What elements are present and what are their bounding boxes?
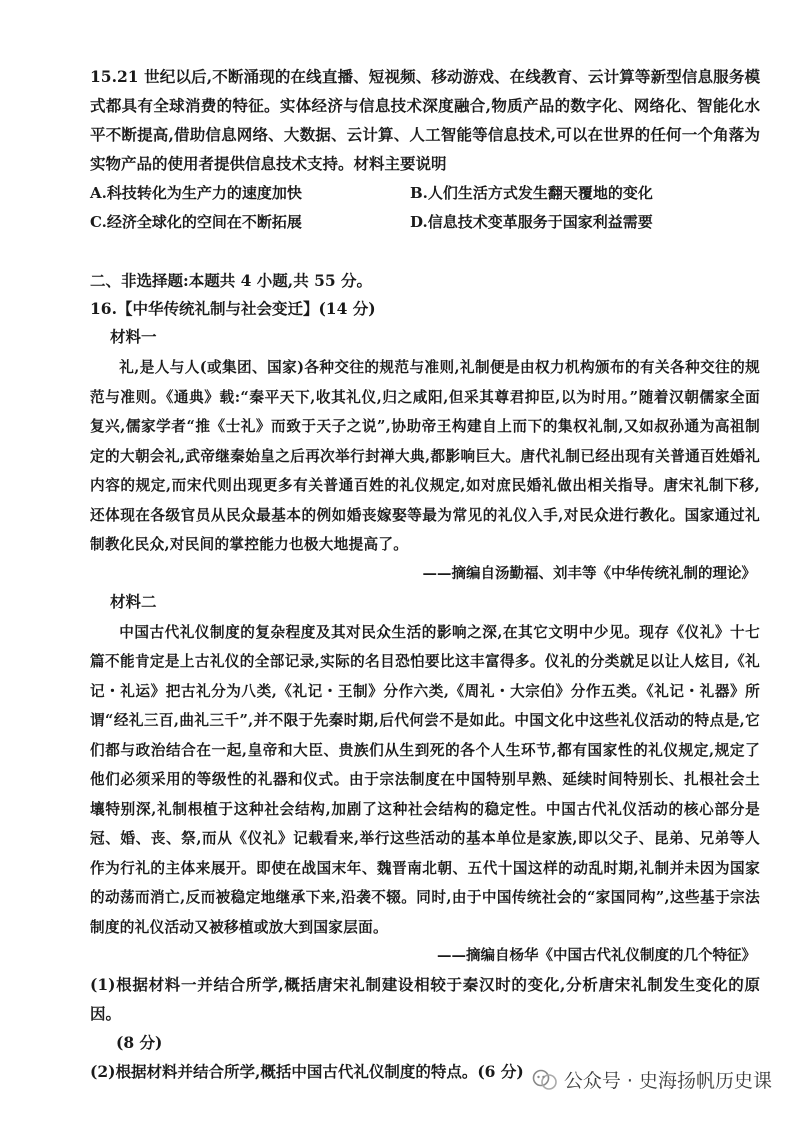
watermark-text: 公众号 · 史海扬帆历史课	[563, 1070, 772, 1092]
material-1-source: ——摘编自汤勤福、刘丰等《中华传统礼制的理论》	[422, 564, 756, 582]
option-b: B.人们生活方式发生翻天覆地的变化	[410, 184, 653, 202]
material-2-source: ——摘编自杨华《中国古代礼仪制度的几个特征》	[437, 947, 756, 964]
question-16-2: (2)根据材料并结合所学,概括中国古代礼仪制度的特点。(6 分)	[90, 1062, 524, 1081]
wechat-official-account-icon	[532, 1069, 558, 1091]
question-16-1	[90, 970, 760, 1057]
material-1-label: 材料一	[110, 327, 157, 346]
question-15-stem: 15.21 世纪以后,不断涌现的在线直播、短视频、移动游戏、在线教育、云计算等新型信息服务模式都具有全球消费的特征。实体经济与信息技术深度融合,物质产品的数字化、网络化、智能化水平不断提高,借助信息网络、大数据、云计算、人工智能等信息技术,可以在世界的任何一个角落为实物产品的使用者提供信息技术支持。材料主要说明	[90, 67, 760, 173]
question-15-options	[90, 179, 760, 237]
material-2-label: 材料二	[110, 591, 157, 611]
option-a: A.科技转化为生产力的速度加快	[90, 184, 302, 202]
material-2-text: 中国古代礼仪制度的复杂程度及其对民众生活的影响之深,在其它文明中少见。现存《仪礼》十七篇不能肯定是上古礼仪的全部记录,实际的名目恐怕要比这丰富得多。仪礼的分类就足以让人炫目,《礼记・礼运》把古礼分为八类,《礼记・王制》分作六类,《周礼・大宗伯》分作五类。《礼记・礼器》所谓“经礼三百,曲礼三千”,并不限于先秦时期,后代何尝不是如此。中国文化中这些礼仪活动的特点是,它们都与政治结合在一起,皇帝和大臣、贵族们从生到死的各个人生环节,都有国家性的礼仪规定,规定了他们必须采用的等级性的礼器和仪式。由于宗法制度在中国特别早熟、延续时间特别长、扎根社会土壤特别深,礼制根植于这种社会结构,加剧了这种社会结构的稳定性。中国古代礼仪活动的核心部分是冠、婚、丧、祭,而从《仪礼》记载看来,举行这些活动的基本单位是家族,即以父子、昆弟、兄弟等人作为行礼的主体来展开。即使在战国末年、魏晋南北朝、五代十国这样的动乱时期,礼制并未因为国家的动荡而消亡,反而被稳定地继承下来,沿袭不辍。同时,由于中国传统社会的“家国同构”,这些基于宗法制度的礼仪活动又被移植或放大到国家层面。	[90, 623, 760, 936]
option-c: C.经济全球化的空间在不断拓展	[90, 213, 302, 231]
watermark	[532, 1066, 772, 1093]
question-16-title: 16.【中华传统礼制与社会变迁】(14 分)	[90, 299, 376, 318]
question-16-1-score: (8 分)	[116, 1033, 163, 1052]
question-16-1-text: (1)根据材料一并结合所学,概括唐宋礼制建设相较于秦汉时的变化,分析唐宋礼制发生变化的原因。	[90, 975, 760, 1023]
option-d: D.信息技术变革服务于国家利益需要	[410, 213, 653, 231]
material-1-text: 礼,是人与人(或集团、国家)各种交往的规范与准则,礼制便是由权力机构颁布的有关各种交往的规范与准则。《通典》载:“秦平天下,收其礼仪,归之咸阳,但采其尊君抑臣,以为时用。”随着汉朝儒家全面复兴,儒家学者“推《士礼》而致于天子之说”,协助帝王构建自上而下的集权礼制,又如叔孙通为高祖制定的大朝会礼,武帝继秦始皇之后再次举行封禅大典,都影响巨大。唐代礼制已经出现有关普通百姓婚礼内容的规定,而宋代则出现更多有关普通百姓的礼仪规定,如对庶民婚礼做出相关指导。唐宋礼制下移,还体现在各级官员从民众最基本的例如婚丧嫁娶等最为常见的礼仪入手,对民众进行教化。国家通过礼制教化民众,对民间的掌控能力也极大地提高了。	[90, 359, 760, 553]
section-2-title: 二、非选择题:本题共 4 小题,共 55 分。	[90, 271, 373, 290]
